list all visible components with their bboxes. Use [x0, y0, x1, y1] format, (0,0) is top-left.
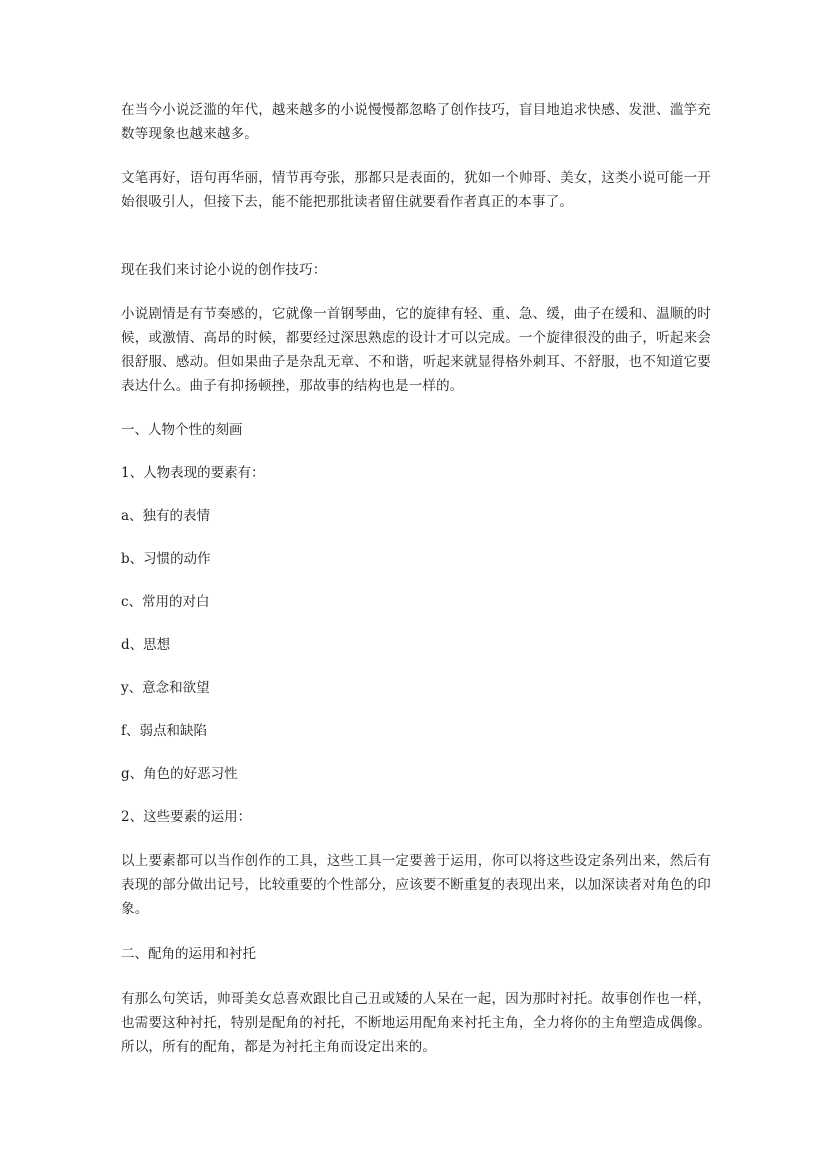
- section-heading-supporting-roles: 二、配角的运用和衬托: [121, 946, 256, 962]
- list-item: g、角色的好恶习性: [121, 766, 238, 782]
- rhythm-paragraph: 小说剧情是有节奏感的，它就像一首钢琴曲，它的旋律有轻、重、急、缓，曲子在缓和、温顺的时候，或激情、高昂的时候，都要经过深思熟虑的设计才可以完成。一个旋律很没的曲子，听起来会很舒服、感动。但如果曲子是杂乱无章、不和谐，听起来就显得格外刺耳、不舒服，也不知道它要表达什么。曲子有抑扬顿挫，那故事的结构也是一样的。: [121, 306, 711, 394]
- document-body: [121, 98, 711, 1059]
- style-paragraph: 文笔再好，语句再华丽，情节再夸张，那都只是表面的，犹如一个帅哥、美女，这类小说可能一开始很吸引人，但接下去，能不能把那批读者留住就要看作者真正的本事了。: [121, 170, 711, 210]
- subheading-elements: 1、人物表现的要素有：: [121, 465, 265, 481]
- supporting-roles-paragraph: 有那么句笑话，帅哥美女总喜欢跟比自己丑或矮的人呆在一起，因为那时衬托。故事创作也一样，也需要这种衬托，特别是配角的衬托，不断地运用配角来衬托主角，全力将你的主角塑造成偶像。所以，所有的配角，都是为衬托主角而设定出来的。: [121, 991, 711, 1055]
- list-item: y、意念和欲望: [121, 680, 210, 696]
- list-item: c、常用的对白: [121, 594, 210, 610]
- section-heading-characters: 一、人物个性的刻画: [121, 422, 243, 438]
- list-item: f、弱点和缺陷: [121, 723, 207, 739]
- list-item: b、习惯的动作: [121, 551, 211, 567]
- subheading-usage: 2、这些要素的运用：: [121, 809, 252, 825]
- usage-paragraph: 以上要素都可以当作创作的工具，这些工具一定要善于运用，你可以将这些设定条列出来，然后有表现的部分做出记号，比较重要的个性部分，应该要不断重复的表现出来，以加深读者对角色的印象。: [121, 853, 711, 917]
- topic-paragraph: 现在我们来讨论小说的创作技巧：: [121, 262, 327, 278]
- list-item: a、独有的表情: [121, 508, 211, 524]
- intro-paragraph: 在当今小说泛滥的年代，越来越多的小说慢慢都忽略了创作技巧，盲目地追求快感、发泄、滥竽充数等现象也越来越多。: [121, 102, 711, 142]
- list-item: d、思想: [121, 637, 171, 653]
